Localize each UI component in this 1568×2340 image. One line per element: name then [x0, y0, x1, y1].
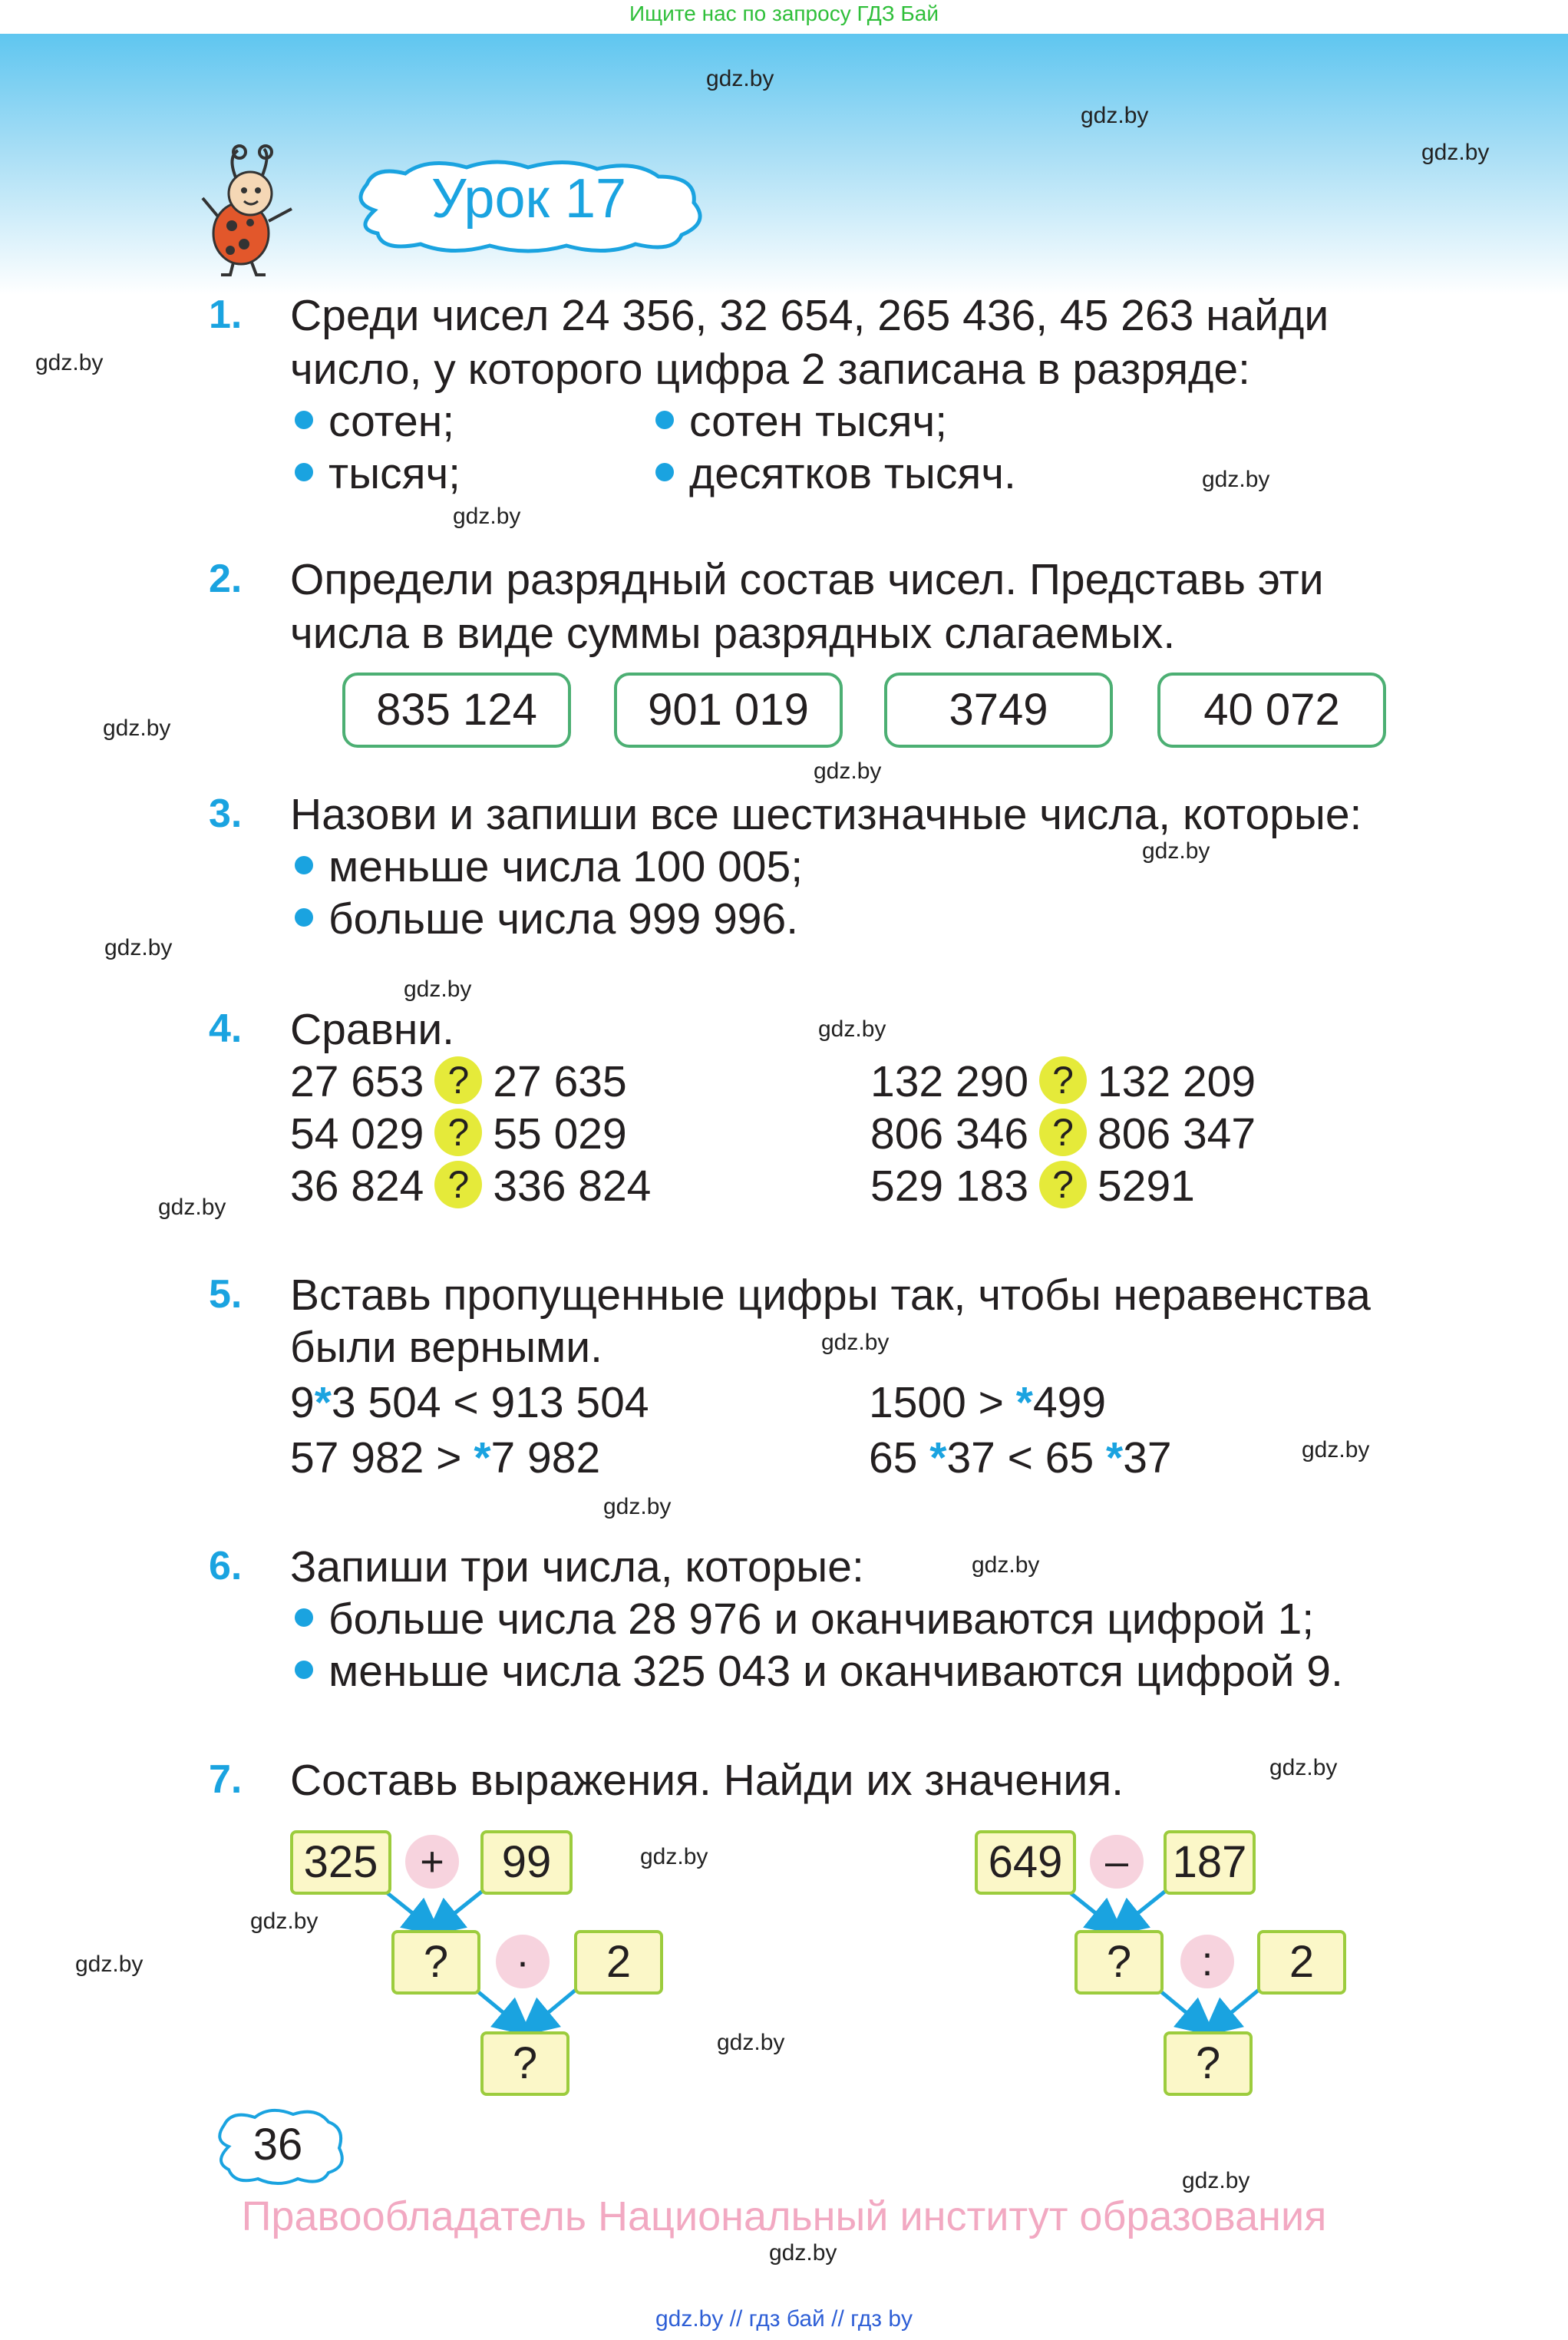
watermark: gdz.by [972, 1552, 1040, 1578]
task-2-text-line2: числа в виде суммы разрядных слагаемых. [290, 609, 1176, 658]
watermark: gdz.by [104, 935, 173, 960]
watermark: gdz.by [706, 66, 774, 91]
task-2-text-line1: Определи разрядный состав чисел. Представь эти [290, 555, 1324, 604]
inequality: 1500 > *499 [869, 1378, 1107, 1427]
inequality: 65 *37 < 65 *37 [869, 1433, 1172, 1482]
minus-operator: – [1090, 1835, 1144, 1889]
watermark: gdz.by [1302, 1437, 1370, 1462]
task-1-text-line2: число, у которого цифра 2 записана в разряде: [290, 345, 1250, 394]
task-3-number: 3. [209, 792, 243, 836]
watermark: gdz.by [1269, 1755, 1338, 1780]
watermark: gdz.by [1202, 467, 1270, 492]
bullet-icon [295, 463, 313, 481]
task-1-bullet-2: сотен тысяч; [655, 395, 947, 448]
bullet-icon [295, 1661, 313, 1679]
watermark: gdz.by [1421, 140, 1490, 165]
bullet-icon [295, 856, 313, 874]
number-box: 901 019 [614, 673, 843, 748]
question-mark-icon: ? [434, 1109, 482, 1156]
asterisk-icon: * [1106, 1433, 1124, 1482]
inequality: 9*3 504 < 913 504 [290, 1378, 649, 1427]
bullet-icon [295, 908, 313, 927]
watermark: gdz.by [453, 504, 521, 529]
bullet-icon [655, 463, 674, 481]
asterisk-icon: * [1015, 1378, 1033, 1427]
task-1-text-line1: Среди чисел 24 356, 32 654, 265 436, 45 263 найди [290, 291, 1329, 340]
lesson-title: Урок 17 [431, 168, 627, 230]
watermark: gdz.by [75, 1952, 144, 1977]
asterisk-icon: * [314, 1378, 332, 1427]
watermark: gdz.by [1081, 103, 1149, 128]
expression-box: 99 [480, 1830, 573, 1895]
task-5-number: 5. [209, 1272, 243, 1317]
bullet-icon [295, 1608, 313, 1627]
watermark: gdz.by [814, 759, 882, 784]
expression-result-box: ? [480, 2031, 569, 2096]
top-search-hint[interactable]: Ищите нас по запросу ГДЗ Бай [629, 2, 939, 25]
task-1-number: 1. [209, 292, 243, 337]
copyright-notice: Правообладатель Национальный институт образования [241, 2193, 1327, 2239]
question-mark-icon: ? [1039, 1056, 1087, 1104]
task-6-bullet-2: меньше числа 325 043 и оканчиваются цифрой 9. [295, 1644, 1343, 1698]
watermark: gdz.by [769, 2240, 837, 2266]
task-5-text-line2: были верными. [290, 1323, 602, 1372]
ladybug-mascot-icon [195, 143, 302, 278]
bottom-site-links[interactable]: gdz.by // гдз бай // гдз by [655, 2306, 913, 2332]
task-7-number: 7. [209, 1757, 243, 1802]
compare-row-left: 27 653 ? 27 635 [290, 1057, 627, 1106]
expression-result-box: ? [1164, 2031, 1253, 2096]
task-7-text-line1: Составь выражения. Найди их значения. [290, 1756, 1124, 1805]
expression-result-box: ? [391, 1930, 480, 1995]
watermark: gdz.by [35, 350, 104, 375]
asterisk-icon: * [474, 1433, 491, 1482]
task-2-number: 2. [209, 557, 243, 601]
task-6-text-line1: Запиши три числа, которые: [290, 1542, 864, 1591]
question-mark-icon: ? [1039, 1109, 1087, 1156]
multiply-operator: · [496, 1935, 550, 1988]
watermark: gdz.by [603, 1494, 672, 1519]
compare-row-left: 54 029 ? 55 029 [290, 1109, 627, 1158]
watermark: gdz.by [640, 1844, 708, 1869]
expression-box: 2 [1257, 1930, 1346, 1995]
compare-row-right: 806 346 ? 806 347 [870, 1109, 1256, 1158]
task-5-text-line1: Вставь пропущенные цифры так, чтобы неравенства [290, 1271, 1371, 1320]
number-box: 835 124 [342, 673, 571, 748]
expression-box: 325 [290, 1830, 391, 1895]
question-mark-icon: ? [434, 1056, 482, 1104]
number-box: 40 072 [1157, 673, 1386, 748]
task-1-bullet-3: тысяч; [295, 447, 460, 501]
task-1-bullet-1: сотен; [295, 395, 454, 448]
number-box: 3749 [884, 673, 1113, 748]
watermark: gdz.by [717, 2030, 785, 2055]
expression-box: 2 [574, 1930, 663, 1995]
task-3-bullet-1: меньше числа 100 005; [295, 840, 803, 894]
compare-row-left: 36 824 ? 336 824 [290, 1162, 652, 1211]
watermark: gdz.by [404, 977, 472, 1002]
watermark: gdz.by [1182, 2168, 1250, 2193]
expression-box: 187 [1164, 1830, 1256, 1895]
bullet-icon [295, 411, 313, 429]
bullet-icon [655, 411, 674, 429]
watermark: gdz.by [821, 1330, 890, 1355]
task-4-text-line1: Сравни. [290, 1005, 455, 1054]
watermark: gdz.by [158, 1195, 226, 1220]
task-4-number: 4. [209, 1006, 243, 1051]
page-number: 36 [253, 2120, 303, 2170]
compare-row-right: 132 290 ? 132 209 [870, 1057, 1256, 1106]
watermark: gdz.by [103, 716, 171, 741]
task-3-bullet-2: больше числа 999 996. [295, 892, 798, 946]
expression-box: 649 [975, 1830, 1076, 1895]
expression-result-box: ? [1074, 1930, 1164, 1995]
watermark: gdz.by [818, 1016, 886, 1042]
task-1-bullet-4: десятков тысяч. [655, 447, 1016, 501]
asterisk-icon: * [929, 1433, 947, 1482]
watermark: gdz.by [1142, 838, 1210, 864]
compare-row-right: 529 183 ? 5291 [870, 1162, 1195, 1211]
task-6-bullet-1: больше числа 28 976 и оканчиваются цифрой 1; [295, 1592, 1314, 1646]
task-3-text-line1: Назови и запиши все шестизначные числа, которые: [290, 790, 1362, 839]
watermark: gdz.by [250, 1909, 319, 1934]
question-mark-icon: ? [1039, 1161, 1087, 1208]
plus-operator: + [405, 1835, 459, 1889]
task-6-number: 6. [209, 1544, 243, 1588]
inequality: 57 982 > *7 982 [290, 1433, 601, 1482]
question-mark-icon: ? [434, 1161, 482, 1208]
divide-operator: : [1180, 1935, 1234, 1988]
